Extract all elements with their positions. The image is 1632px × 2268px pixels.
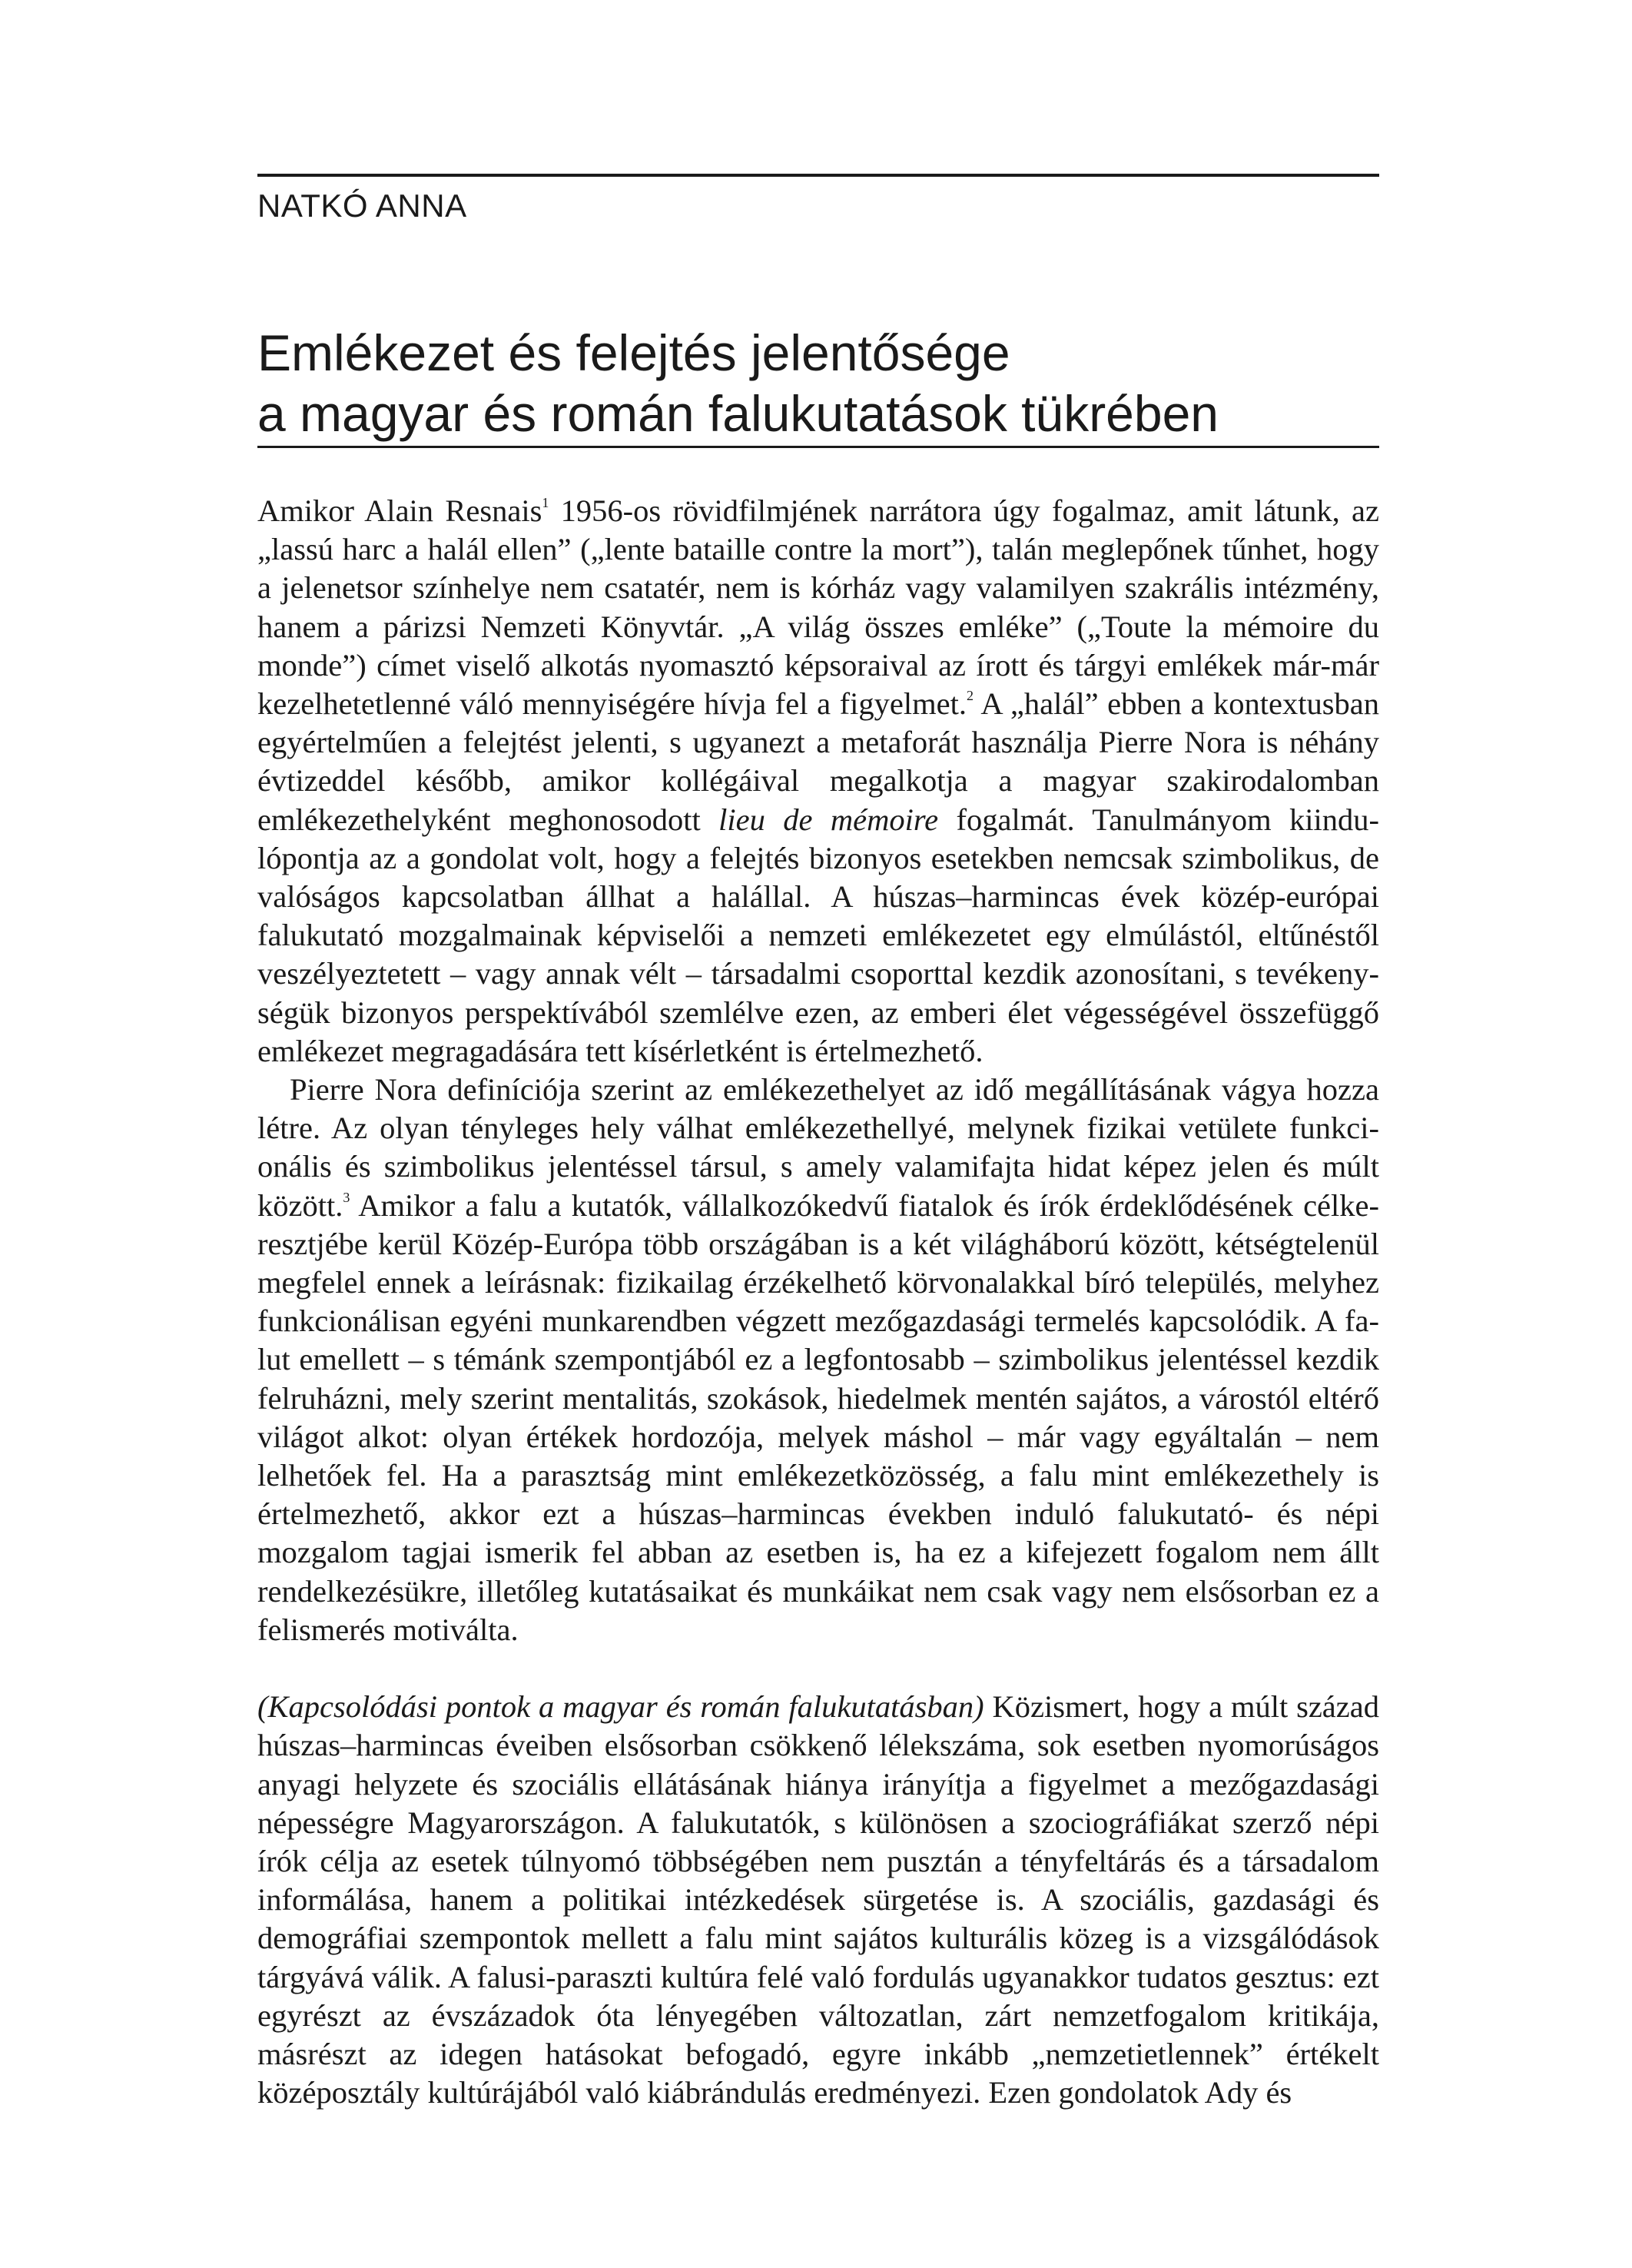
text-run: fogalmát. Tanulmányom kiindulópontja az a gondolat volt, hogy a felejtés bizonyos esetekben nemcsak szimbolikus, de valóságos kapcsolatban állhat a halállal. A húszas–harmincas évek közép-európai falukutató mozgalmainak képviselői a nemzeti emlékezetet egy elmúlástól, eltűnéstől veszélyeztetett – vagy annak vélt – társadalmi csoporttal kezdik azonosítani, s tevékenységük bizonyos perspektívából szemlélve ezen, az emberi élet végességével összefüggő emlékezet megragadására tett kísérletként is értelmezhető. xyxy=(257,802,1380,1068)
paragraph-2 xyxy=(257,1071,1379,1649)
title-line-2: a magyar és román falukutatások tükrében xyxy=(257,385,1219,442)
paragraph-3 xyxy=(257,1688,1379,2112)
section-heading: (Kapcsolódási pontok a magyar és román falukutatásban) xyxy=(257,1689,984,1725)
text-run: Közismert, hogy a múlt század húszas–harmincas éveiben elsősorban csökkenő lélekszáma, sok esetben nyomorúságos anyagi helyzete és szociális ellátásának hiánya irányítja a figyelmet a mezőgazdasági népességre Magyarországon. A falukutatók, s különösen a szociográfiákat szerző népi írók célja az esetek túlnyomó többségében nem pusztán a tényfeltárás és a társadalom informálása, hanem a politikai intézkedések sürgetése is. A szociális, gazdasági és demográfiai szempontok mellett a falu mint sajátos kulturális közeg is a vizsgálódások tárgyává válik. A falusi-paraszti kultúra felé való fordulás ugyanakkor tudatos gesztus: ezt egyrészt az évszázadok óta lényegében változatlan, zárt nemzetfogalom kritikája, másrészt az idegen hatásokat befogadó, egyre inkább „nemzetietlennek” értékelt középosztály kultúrájából való kiábrándulás eredményezi. Ezen gondolatok Ady és xyxy=(257,1689,1379,2110)
author-name: NATKÓ ANNA xyxy=(257,188,467,224)
article-body xyxy=(257,492,1379,2112)
article-title xyxy=(257,323,1379,444)
text-run: Amikor Alain Resnais xyxy=(257,493,542,528)
footnote-ref-2: 2 xyxy=(966,688,974,704)
paragraph-1 xyxy=(257,492,1379,1071)
title-line-1: Emlékezet és felejtés jelentősége xyxy=(257,324,1010,381)
italic-term: lieu de mémoire xyxy=(718,802,939,837)
text-run: Pierre Nora definíciója szerint az emlékezethelyet az idő megállításának vágya hozza létre. Az olyan tényleges hely válhat emlékezethellyé, melynek fizikai vetülete funkcionális és szimbolikus jelentéssel társul, s amely valamifajta hidat képez jelen és múlt között. xyxy=(257,1072,1379,1223)
header-rule xyxy=(257,174,1379,177)
title-rule xyxy=(257,446,1379,448)
text-run: A „halál” ebben a kontextusban egyértelműen a felejtést jelenti, s ugyanezt a metaforát használja Pierre Nora is néhány évtizeddel később, amikor kollégáival megalkotja a magyar szakirodalomban emlékezethelyként meghonosodott xyxy=(257,686,1379,837)
footnote-ref-1: 1 xyxy=(542,495,549,510)
text-run: Amikor a falu a kutatók, vállalkozókedvű fiatalok és írók érdeklődésének célkeresztjébe kerül Közép-Európa több országában is a két világháború között, kétségtelenül megfelel ennek a leírásnak: fizikailag érzékelhető körvonalakkal bíró település, melyhez funkcionálisan egyéni munkarendben végzett mezőgazdasági termelés kapcsolódik. A falut emellett – s témánk szempontjából ez a legfontosabb – szimbolikus jelentéssel kezdik felruházni, mely szerint mentalitás, szokások, hiedelmek mentén sajátos, a várostól eltérő világot alkot: olyan értékek hordozója, melyek máshol – már vagy egyáltalán – nem lelhetőek fel. Ha a parasztság mint emlékezetközösség, a falu mint emlékezethely is értelmezhető, akkor ezt a húszas–harmincas években induló falukutató- és népi mozgalom tagjai ismerik fel abban az esetben is, ha ez a kifejezett fogalom nem állt rendelkezésükre, illetőleg kutatásaikat és munkáikat nem csak vagy nem elsősorban ez a felismerés motiválta. xyxy=(257,1187,1379,1647)
text-run: 1956-os rövidfilmjének narrátora úgy fogalmaz, amit látunk, az „lassú harc a halál ellen” („lente bataille contre la mort”), talán meglepőnek tűnhet, hogy a jelenetsor színhelye nem csatatér, nem is kórház vagy valamilyen szakrális intézmény, hanem a párizsi Nemzeti Könyvtár. „A világ összes emléke” („Toute la mémoire du monde”) címet viselő alkotás nyomasztó képsoraival az írott és tárgyi emlékek már-már kezelhetetlenné váló mennyiségére hívja fel a figyelmet. xyxy=(257,493,1379,722)
footnote-ref-3: 3 xyxy=(343,1189,350,1205)
